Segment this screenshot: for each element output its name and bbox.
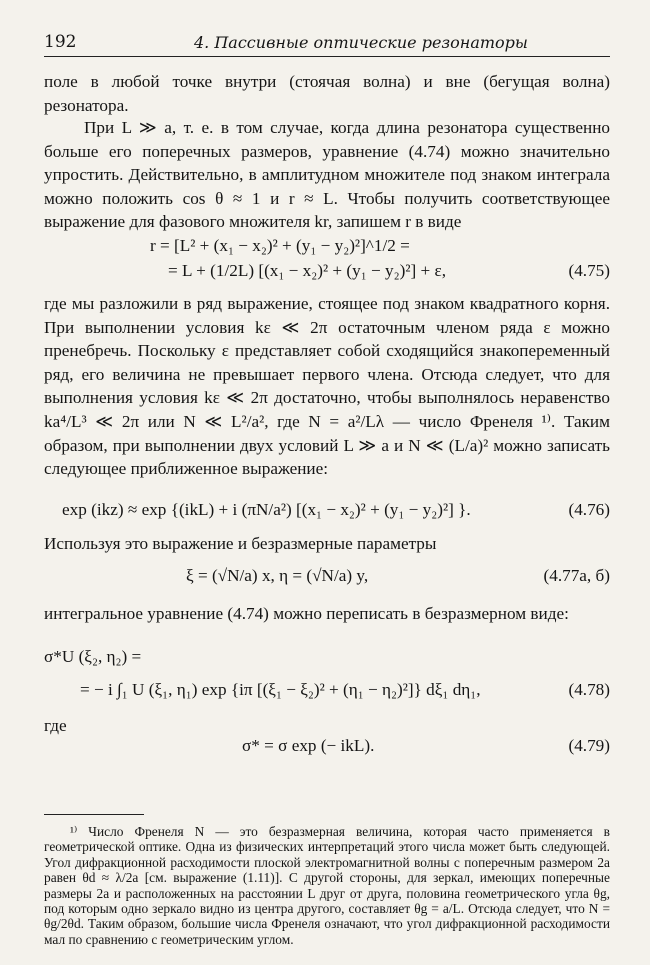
footnote bbox=[44, 824, 610, 947]
equation-4-76: exp (ikz) ≈ exp {(ikL) + i (πN/a²) [(x₁ − x₂)² + (y₁ − y₂)²] }. bbox=[62, 500, 471, 519]
paragraph-3 bbox=[44, 292, 610, 481]
page-number: 192 bbox=[44, 32, 77, 52]
equation-number-4-76: (4.76) bbox=[568, 500, 610, 519]
paragraph-text: При L ≫ a, т. е. в том случае, когда длина резонатора существенно больше его поперечных размеров, уравнение (4.74) можно значительно упростить. Действительно, в амплитудном множителе под знаком интеграла можно положить cos θ ≈ 1 и r ≈ L. Чтобы получить соответствующее выражение для фазового множителя kr, запишем r в виде bbox=[44, 118, 610, 232]
paragraph-text: Используя это выражение и безразмерные параметры bbox=[44, 534, 437, 553]
equation-number-4-75: (4.75) bbox=[568, 261, 610, 280]
page-header bbox=[44, 30, 610, 57]
equation-4-78-line-1: σ*U (ξ₂, η₂) = bbox=[44, 647, 142, 666]
running-title: 4. Пассивные оптические резонаторы bbox=[194, 33, 528, 52]
footnote-text: ¹⁾ Число Френеля N — это безразмерная величина, которая часто применяется в геометрической оптике. Одна из физических интерпретаций этого числа может быть следующей. Угол дифракционной расходимости плоской электромагнитной волны с поперечным размером 2a равен θd ≈ λ/2a [см. выражение (1.11)]. С другой стороны, для зеркал, имеющих поперечные размеры 2a и расположенных на расстоянии L друг от друга, половина геометрического угла θg, под которым одно зеркало видно из центра другого, составляет θg = a/L. Отсюда следует, что N = θg/2θd. Таким образом, большие числа Френеля означают, что угол дифракционной расходимости мал по сравнению с геометрическим углом. bbox=[44, 824, 610, 947]
paragraph-1 bbox=[44, 70, 610, 117]
equation-4-77: ξ = (√N/a) x, η = (√N/a) y, bbox=[186, 566, 369, 585]
paragraph-text: поле в любой точке внутри (стоячая волна) и вне (бегущая волна) резонатора. bbox=[44, 72, 610, 115]
paragraph-text: интегральное уравнение (4.74) можно переписать в безразмерном виде: bbox=[44, 604, 569, 623]
paragraph-text: где мы разложили в ряд выражение, стоящее под знаком квадратного корня. При выполнении условия kε ≪ 2π остаточным членом ряда ε можно пренебречь. Поскольку ε представляет собой сходящийся знакопеременный ряд, его величина не превышает первого члена. Отсюда следует, что для выполнения условия kε ≪ 2π достаточно, чтобы выполнялось неравенство ka⁴/L³ ≪ 2π или N ≪ L²/a², где N = a²/Lλ — число Френеля ¹⁾. Таким образом, при выполнении двух условий L ≫ a и N ≪ (L/a)² можно записать следующее приближенное выражение: bbox=[44, 294, 610, 479]
equation-4-79: σ* = σ exp (− ikL). bbox=[242, 736, 375, 755]
paragraph-4 bbox=[44, 532, 610, 556]
footnote-rule bbox=[44, 814, 144, 815]
paragraph-text: где bbox=[44, 716, 67, 735]
paragraph-5 bbox=[44, 602, 610, 626]
equation-number-4-78: (4.78) bbox=[568, 680, 610, 699]
paragraph-2 bbox=[44, 116, 610, 234]
paragraph-6 bbox=[44, 714, 610, 738]
equation-4-75-line-1: r = [L² + (x₁ − x₂)² + (y₁ − y₂)²]^1/2 = bbox=[150, 236, 410, 255]
equation-number-4-79: (4.79) bbox=[568, 736, 610, 755]
equation-4-75-line-2: = L + (1/2L) [(x₁ − x₂)² + (y₁ − y₂)²] + ε, bbox=[168, 261, 446, 280]
equation-number-4-77: (4.77а, б) bbox=[543, 566, 610, 585]
equation-4-78-line-2: = − i ∫₁ U (ξ₁, η₁) exp {iπ [(ξ₁ − ξ₂)² + (η₁ − η₂)²]} dξ₁ dη₁, bbox=[80, 680, 481, 699]
